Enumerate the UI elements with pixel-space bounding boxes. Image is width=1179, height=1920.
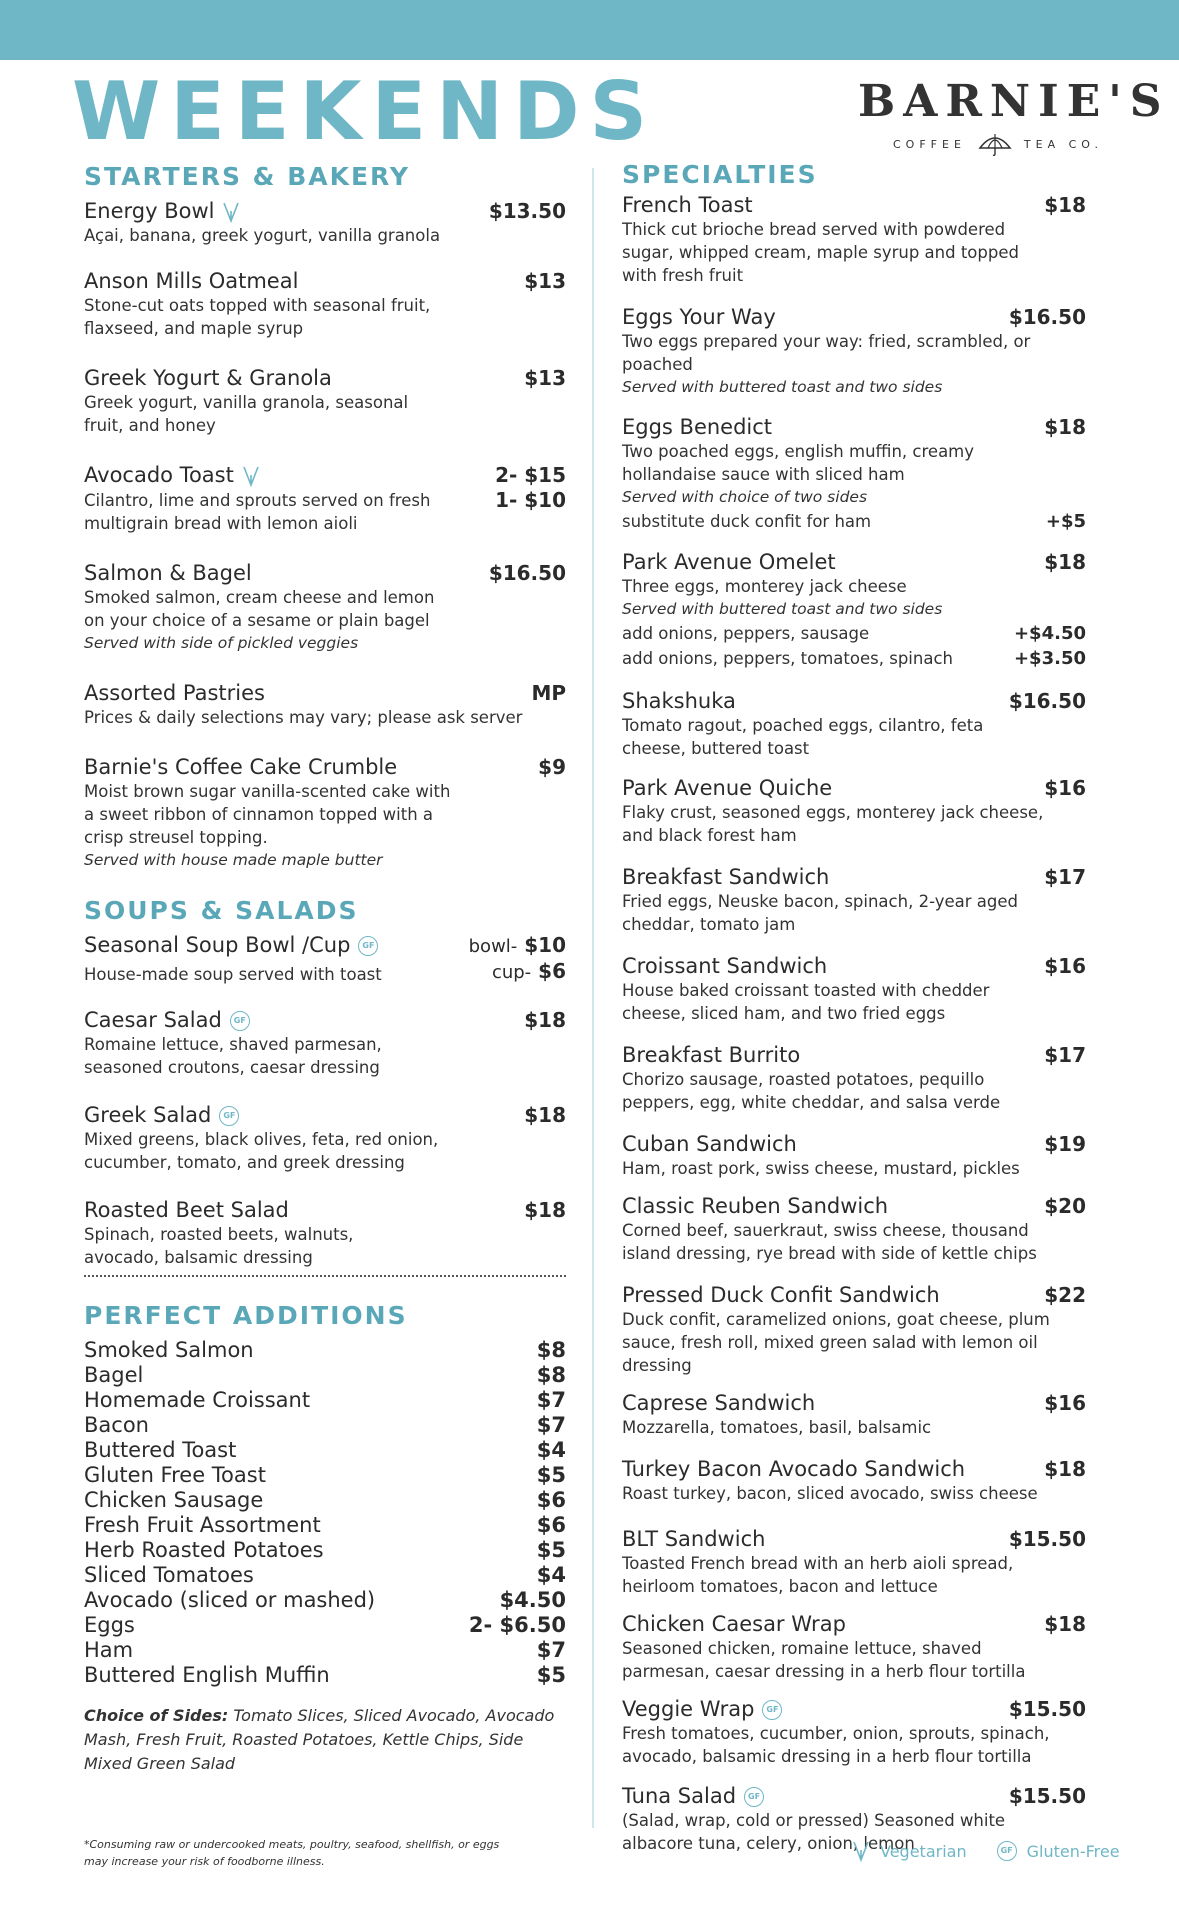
item-price: $16.50 [1008,689,1086,713]
menu-item [622,689,1086,760]
item-description: Toasted French bread with an herb aioli spread, heirloom tomatoes, bacon and lettuce [622,1554,1014,1596]
item-price: $16.50 [1008,305,1086,329]
item-description: Three eggs, monterey jack cheese [622,577,907,596]
menu-item [622,415,1086,534]
item-note: Served with choice of two sides [622,488,868,506]
item-price: $18 [1044,550,1086,574]
gluten-free-icon: GF [997,1841,1017,1861]
item-price: 2- $15 1- $10 [495,463,566,512]
item-price: $18 [1044,1612,1086,1636]
item-name: Cuban Sandwich [622,1132,797,1156]
list-item: Gluten Free Toast $5 [84,1463,566,1487]
item-price: $18 [1044,1457,1086,1481]
item-name: BLT Sandwich [622,1527,766,1551]
umbrella-icon [978,132,1012,156]
item-addon: add onions, peppers, tomatoes, spinach +$3.50 [622,648,1086,669]
item-price: $16.50 [488,561,566,585]
menu-item [622,865,1086,936]
item-name: Caprese Sandwich [622,1391,816,1415]
item-name: French Toast [622,193,753,217]
item-price: $18 [1044,193,1086,217]
item-description: (Salad, wrap, cold or pressed) Seasoned white albacore tuna, celery, onion, lemon [622,1811,1006,1853]
item-price: $16 [1044,1391,1086,1415]
item-description: Mozzarella, tomatoes, basil, balsamic [622,1418,932,1437]
item-name: Assorted Pastries [84,681,265,705]
section-heading-specialties: SPECIALTIES [622,160,818,189]
menu-item [84,1008,566,1079]
menu-item [622,1283,1086,1377]
item-description: Corned beef, sauerkraut, swiss cheese, thousand island dressing, rye bread with side of kettle chips [622,1221,1037,1263]
vegetarian-icon [222,201,240,223]
vegetarian-icon [242,465,260,487]
list-item: Sliced Tomatoes $4 [84,1563,566,1587]
item-description: Açai, banana, greek yogurt, vanilla granola [84,226,441,245]
menu-item [622,1043,1086,1114]
section-heading-additions: PERFECT ADDITIONS [84,1301,408,1330]
item-description: Thick cut brioche bread served with powdered sugar, whipped cream, maple syrup and topped with fresh fruit [622,220,1019,285]
brand-subline [858,132,1138,156]
item-name: Breakfast Burrito [622,1043,801,1067]
item-name: Park Avenue Quiche [622,776,833,800]
item-price: $19 [1044,1132,1086,1156]
item-name: Turkey Bacon Avocado Sandwich [622,1457,966,1481]
specialties-list [622,193,1086,1855]
menu-item [622,1132,1086,1180]
item-name: Chicken Caesar Wrap [622,1612,846,1636]
item-name: Tuna Salad GF [622,1784,764,1809]
menu-item [622,193,1086,287]
item-name: Eggs Benedict [622,415,773,439]
item-name: Roasted Beet Salad [84,1198,289,1222]
sides-note: Choice of Sides: Tomato Slices, Sliced Avocado, Avocado Mash, Fresh Fruit, Roasted Potatoes, Kettle Chips, Side Mixed Green Salad [84,1706,555,1773]
gluten-free-icon: GF [219,1106,239,1126]
item-description: Fried eggs, Neuske bacon, spinach, 2-year aged cheddar, tomato jam [622,892,1018,934]
item-name: Avocado Toast [84,463,260,488]
item-description: Seasoned chicken, romaine lettuce, shaved parmesan, caesar dressing in a herb flour tortilla [622,1639,1026,1681]
brand-left: COFFEE [893,137,966,151]
menu-item [84,933,566,986]
menu-item [84,1103,566,1174]
brand-logo [858,76,1170,156]
gluten-free-icon: GF [744,1787,764,1807]
item-description: Moist brown sugar vanilla-scented cake with a sweet ribbon of cinnamon topped with a crisp streusel topping. [84,782,451,847]
list-item: Bagel $8 [84,1363,566,1387]
item-name: Salmon & Bagel [84,561,252,585]
item-description: Spinach, roasted beets, walnuts, avocado, balsamic dressing [84,1225,354,1267]
item-addon: substitute duck confit for ham +$5 [622,511,1086,532]
item-description: Prices & daily selections may vary; please ask server [84,708,523,727]
item-description: Flaky crust, seasoned eggs, monterey jack cheese, and black forest ham [622,803,1044,845]
item-price: $20 [1044,1194,1086,1218]
item-name: Park Avenue Omelet [622,550,836,574]
menu-item [84,199,566,247]
item-name: Energy Bowl [84,199,240,224]
brand-right: TEA CO. [1023,137,1103,151]
item-description: Cilantro, lime and sprouts served on fresh multigrain bread with lemon aioli [84,491,431,533]
list-item: Ham $7 [84,1638,566,1662]
additions-list [84,1338,566,1688]
item-name: Classic Reuben Sandwich [622,1194,889,1218]
list-item: Chicken Sausage $6 [84,1488,566,1512]
menu-item [84,269,566,340]
item-price: $16 [1044,954,1086,978]
item-price: $13 [524,269,566,293]
gluten-free-icon: GF [762,1700,782,1720]
menu-item [622,1527,1086,1598]
menu-item [84,561,566,655]
legend-gluten-free: Gluten-Free [1026,1841,1120,1861]
menu-item [84,366,566,437]
menu-item [622,1697,1086,1768]
item-description: Stone-cut oats topped with seasonal fruit, flaxseed, and maple syrup [84,296,431,338]
item-name: Caesar Salad GF [84,1008,250,1033]
left-column [84,164,566,1776]
menu-item [622,776,1086,847]
menu-item [84,463,566,535]
page-title: WEEKENDS [72,65,658,158]
item-note: Served with house made maple butter [84,851,383,869]
item-name: Greek Salad GF [84,1103,239,1128]
top-color-band [0,0,1179,60]
item-description: Ham, roast pork, swiss cheese, mustard, pickles [622,1159,1020,1178]
item-price: $15.50 [1008,1697,1086,1721]
item-price: $22 [1044,1283,1086,1307]
list-item: Smoked Salmon $8 [84,1338,566,1362]
list-item: Homemade Croissant $7 [84,1388,566,1412]
item-price: $15.50 [1008,1527,1086,1551]
item-description: Duck confit, caramelized onions, goat cheese, plum sauce, fresh roll, mixed green salad with lemon oil dressing [622,1310,1050,1375]
menu-item [84,755,566,872]
menu-item [622,305,1086,399]
item-description: Two eggs prepared your way: fried, scrambled, or poached [622,332,1031,374]
legend [852,1840,1140,1862]
item-name: Barnie's Coffee Cake Crumble [84,755,398,779]
item-price: $18 [1044,415,1086,439]
item-note: Served with buttered toast and two sides [622,378,943,396]
menu-item [622,1457,1086,1505]
item-note: Served with side of pickled veggies [84,634,359,652]
item-price: $15.50 [1008,1784,1086,1808]
list-item: Buttered Toast $4 [84,1438,566,1462]
item-description: Mixed greens, black olives, feta, red onion, cucumber, tomato, and greek dressing [84,1130,439,1172]
section-heading-starters: STARTERS & BAKERY [84,162,411,191]
item-description: Romaine lettuce, shaved parmesan, seasoned croutons, caesar dressing [84,1035,382,1077]
gluten-free-icon: GF [358,936,378,956]
item-description: Tomato ragout, poached eggs, cilantro, feta cheese, buttered toast [622,716,984,758]
menu-item [622,550,1086,671]
brand-name: BARNIE'S [858,76,1170,127]
item-description: Fresh tomatoes, cucumber, onion, sprouts, spinach, avocado, balsamic dressing in a herb flour tortilla [622,1724,1050,1766]
menu-item [622,1194,1086,1265]
column-divider [592,168,594,1828]
menu-item [84,681,566,729]
list-item: Eggs 2- $6.50 [84,1613,566,1637]
item-name: Breakfast Sandwich [622,865,830,889]
menu-item [84,1198,566,1269]
item-price: $16 [1044,776,1086,800]
menu-item [622,1612,1086,1683]
vegetarian-icon [852,1840,870,1862]
menu-item [622,954,1086,1025]
item-price: $18 [524,1103,566,1127]
item-description: Chorizo sausage, roasted potatoes, pequillo peppers, egg, white cheddar, and salsa verde [622,1070,1001,1112]
dotted-divider [84,1275,566,1277]
list-item: Herb Roasted Potatoes $5 [84,1538,566,1562]
item-price: $17 [1044,1043,1086,1067]
item-description: Roast turkey, bacon, sliced avocado, swiss cheese [622,1484,1038,1503]
right-column [622,162,1086,1855]
item-name: Shakshuka [622,689,736,713]
gluten-free-icon: GF [230,1011,250,1031]
item-price: $18 [524,1008,566,1032]
item-name: Seasonal Soup Bowl /Cup GF [84,933,378,958]
item-price: MP [531,681,566,705]
item-name: Eggs Your Way [622,305,776,329]
section-heading-soups: SOUPS & SALADS [84,896,359,925]
legend-vegetarian: Vegetarian [880,1841,967,1861]
item-price: $17 [1044,865,1086,889]
item-description: Smoked salmon, cream cheese and lemon on your choice of a sesame or plain bagel [84,588,435,630]
item-price: $18 [524,1198,566,1222]
item-description: House baked croissant toasted with chedder cheese, sliced ham, and two fried eggs [622,981,990,1023]
list-item: Avocado (sliced or mashed) $4.50 [84,1588,566,1612]
item-name: Greek Yogurt & Granola [84,366,332,390]
list-item: Bacon $7 [84,1413,566,1437]
item-description: House-made soup served with toast [84,965,382,984]
item-name: Veggie Wrap GF [622,1697,782,1722]
item-description: Greek yogurt, vanilla granola, seasonal fruit, and honey [84,393,409,435]
item-note: Served with buttered toast and two sides [622,600,943,618]
food-safety-footnote: *Consuming raw or undercooked meats, poultry, seafood, shellfish, or eggs may increase your risk of foodborne illness. [84,1838,500,1868]
item-name: Croissant Sandwich [622,954,828,978]
item-price: $13 [524,366,566,390]
list-item: Buttered English Muffin $5 [84,1663,566,1687]
item-price: bowl- $10 cup- $6 [468,933,566,983]
item-addon: add onions, peppers, sausage +$4.50 [622,623,1086,644]
item-name: Anson Mills Oatmeal [84,269,299,293]
item-description: Two poached eggs, english muffin, creamy hollandaise sauce with sliced ham [622,442,975,484]
menu-item [622,1391,1086,1439]
item-name: Pressed Duck Confit Sandwich [622,1283,940,1307]
item-price: $13.50 [488,199,566,223]
list-item: Fresh Fruit Assortment $6 [84,1513,566,1537]
item-price: $9 [538,755,566,779]
